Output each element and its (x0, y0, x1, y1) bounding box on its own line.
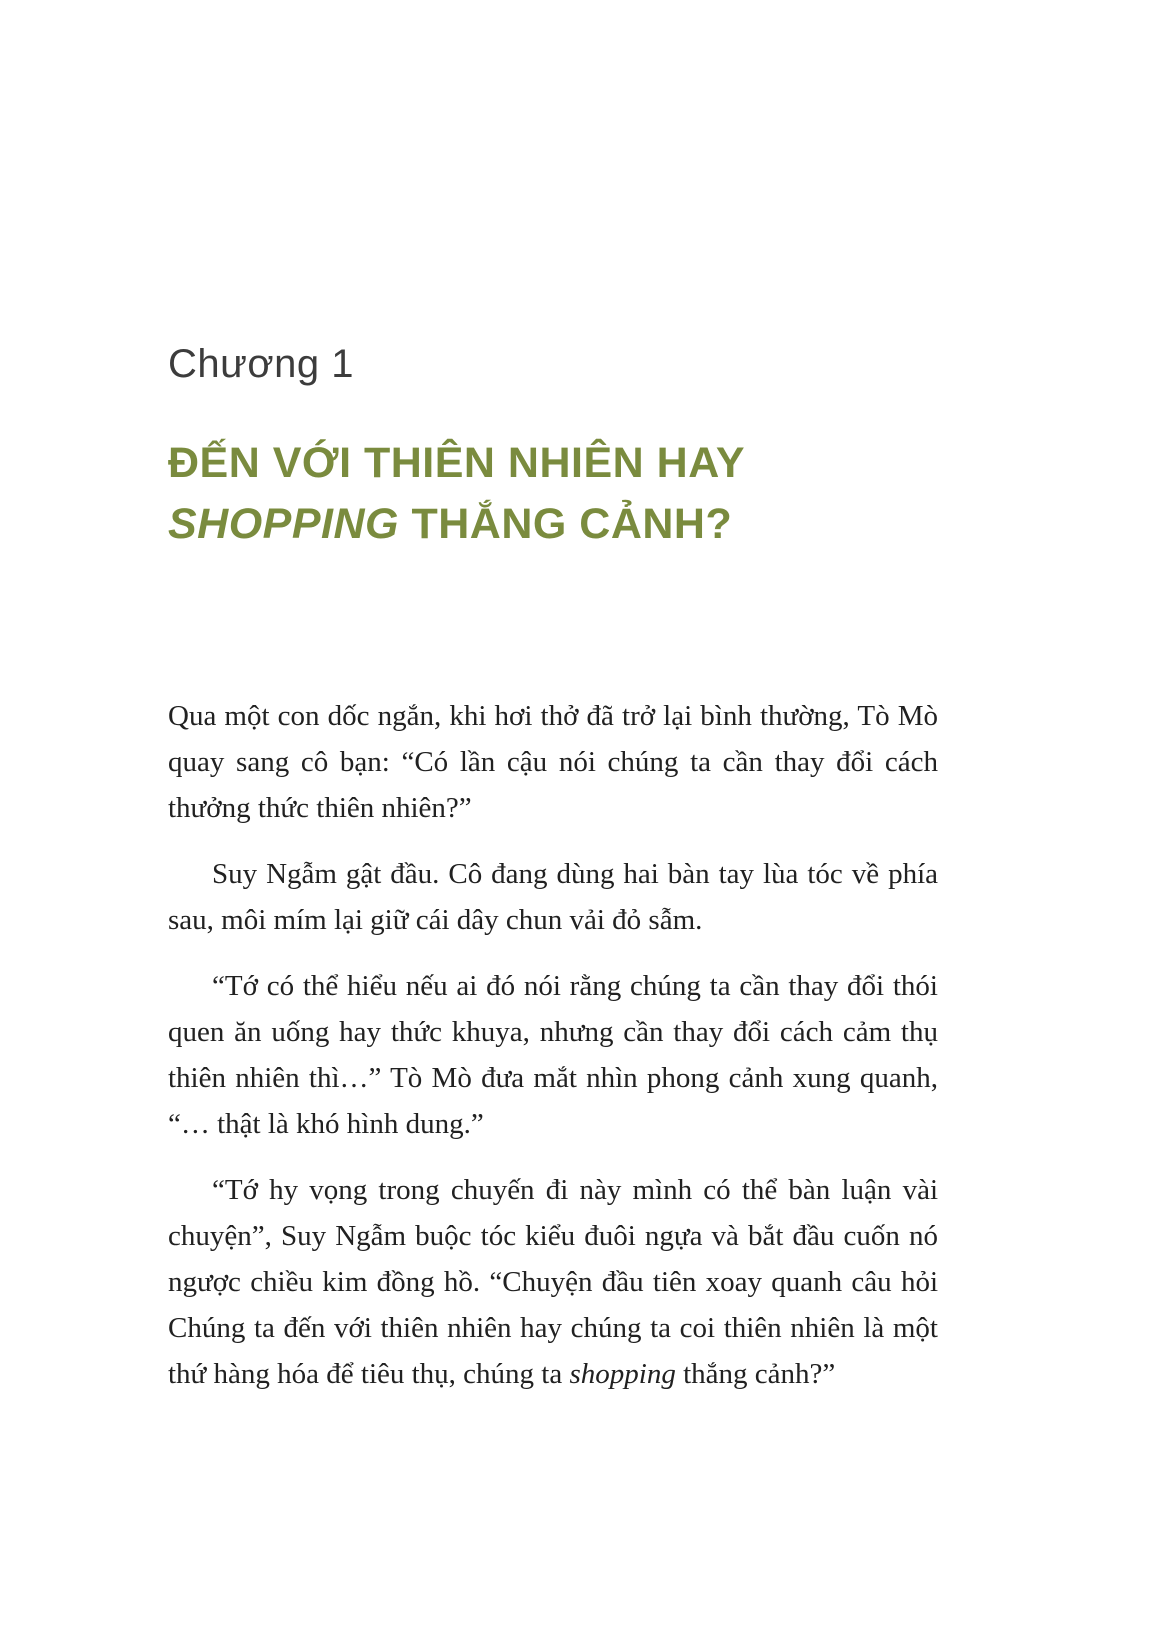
body-text (168, 693, 938, 1397)
chapter-title-line2-italic: SHOPPING (168, 500, 399, 548)
chapter-title-line1: ĐẾN VỚI THIÊN NHIÊN HAY (168, 439, 746, 487)
page-content (168, 342, 938, 1397)
chapter-title (168, 433, 938, 555)
paragraph-4-text-start: “Tớ hy vọng trong chuyến đi này mình có thể bàn luận vài chuyện”, Suy Ngẫm buộc tóc kiểu đuôi ngựa và bắt đầu cuốn nó ngược chiều kim đồng hồ. “Chuyện đầu tiên xoay quanh câu hỏi Chúng ta đến với thiên nhiên hay chúng ta coi thiên nhiên là một thứ hàng hóa để tiêu thụ, chúng ta (168, 1174, 938, 1390)
paragraph-4 (168, 1167, 938, 1397)
chapter-label: Chương 1 (168, 342, 354, 386)
paragraph-1: Qua một con dốc ngắn, khi hơi thở đã trở lại bình thường, Tò Mò quay sang cô bạn: “Có lần cậu nói chúng ta cần thay đổi cách thưởng thức thiên nhiên?” (168, 700, 938, 824)
paragraph-4-italic-word: shopping (569, 1358, 676, 1390)
paragraph-2: Suy Ngẫm gật đầu. Cô đang dùng hai bàn tay lùa tóc về phía sau, môi mím lại giữ cái dây chun vải đỏ sẫm. (168, 858, 938, 936)
paragraph-3: “Tớ có thể hiểu nếu ai đó nói rằng chúng ta cần thay đổi thói quen ăn uống hay thức khuya, nhưng cần thay đổi cách cảm thụ thiên nhiên thì…” Tò Mò đưa mắt nhìn phong cảnh xung quanh, “… thật là khó hình dung.” (168, 970, 938, 1140)
paragraph-4-text-end: thắng cảnh?” (675, 1358, 836, 1390)
chapter-title-line2-rest: THẮNG CẢNH? (399, 500, 733, 548)
